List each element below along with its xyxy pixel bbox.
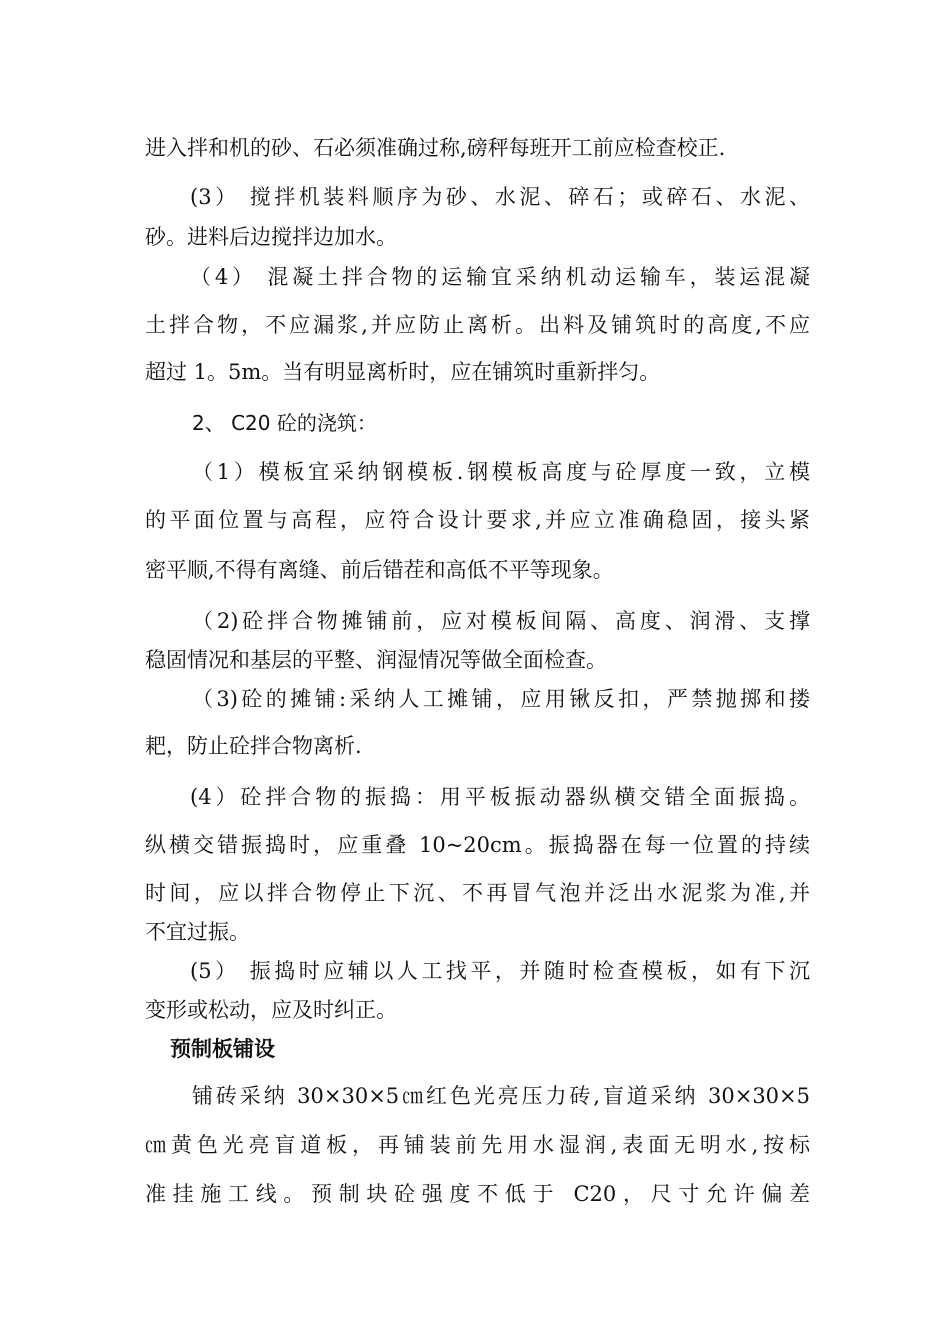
paragraph-line: (4）砼拌合物的振捣：用平板振动器纵横交错全面振捣。 bbox=[190, 785, 810, 809]
section-heading: 预制板铺设 bbox=[170, 1037, 275, 1061]
section-heading: 2、 C20 砼的浇筑： bbox=[192, 411, 377, 435]
paragraph-line: 土拌合物，不应漏浆,并应防止离析。出料及铺筑时的高度,不应 bbox=[145, 313, 810, 337]
paragraph-line: 的平面位置与高程，应符合设计要求,并应立准确稳固，接头紧 bbox=[145, 508, 810, 532]
paragraph-line: 进入拌和机的砂、石必须准确过称,磅秤每班开工前应检查校正. bbox=[145, 136, 726, 160]
paragraph-line: 密平顺,不得有离缝、前后错茬和高低不平等现象。 bbox=[145, 558, 614, 582]
paragraph-line: （1）模板宜采纳钢模板.钢模板高度与砼厚度一致，立模 bbox=[192, 460, 810, 484]
paragraph-line: （3)砼的摊铺:采纳人工摊铺，应用锹反扣，严禁抛掷和搂 bbox=[192, 687, 810, 711]
paragraph-line: 时间，应以拌合物停止下沉、不再冒气泡并泛出水泥浆为准,并 bbox=[145, 881, 810, 905]
paragraph-line: （2)砼拌合物摊铺前，应对模板间隔、高度、润滑、支撑 bbox=[192, 609, 810, 633]
paragraph-line: 不宜过振。 bbox=[145, 920, 250, 944]
paragraph-line: 变形或松动，应及时纠正。 bbox=[145, 998, 397, 1022]
paragraph-line: 纵横交错振捣时，应重叠 10~20cm。振捣器在每一位置的持续 bbox=[145, 833, 810, 857]
paragraph-line: 耙，防止砼拌合物离析. bbox=[145, 734, 362, 758]
paragraph-line: 稳固情况和基层的平整、润湿情况等做全面检查。 bbox=[145, 648, 607, 672]
paragraph-line: ㎝黄色光亮盲道板，再铺装前先用水湿润,表面无明水,按标 bbox=[145, 1133, 810, 1157]
paragraph-line: (3） 搅拌机装料顺序为砂、水泥、碎石；或碎石、水泥、 bbox=[190, 185, 810, 209]
paragraph-line: 准挂施工线。预制块砼强度不低于 C20，尺寸允许偏差 bbox=[145, 1182, 810, 1206]
paragraph-line: 砂。进料后边搅拌边加水。 bbox=[145, 225, 397, 249]
paragraph-line: 铺砖采纳 30×30×5㎝红色光亮压力砖,盲道采纳 30×30×5 bbox=[192, 1084, 810, 1108]
paragraph-line: (5） 振捣时应辅以人工找平，并随时检查模板，如有下沉 bbox=[190, 959, 810, 983]
paragraph-line: 超过 1。5m。当有明显离析时，应在铺筑时重新拌匀。 bbox=[145, 360, 661, 384]
paragraph-line: （4） 混凝土拌合物的运输宜采纳机动运输车，装运混凝 bbox=[190, 265, 810, 289]
